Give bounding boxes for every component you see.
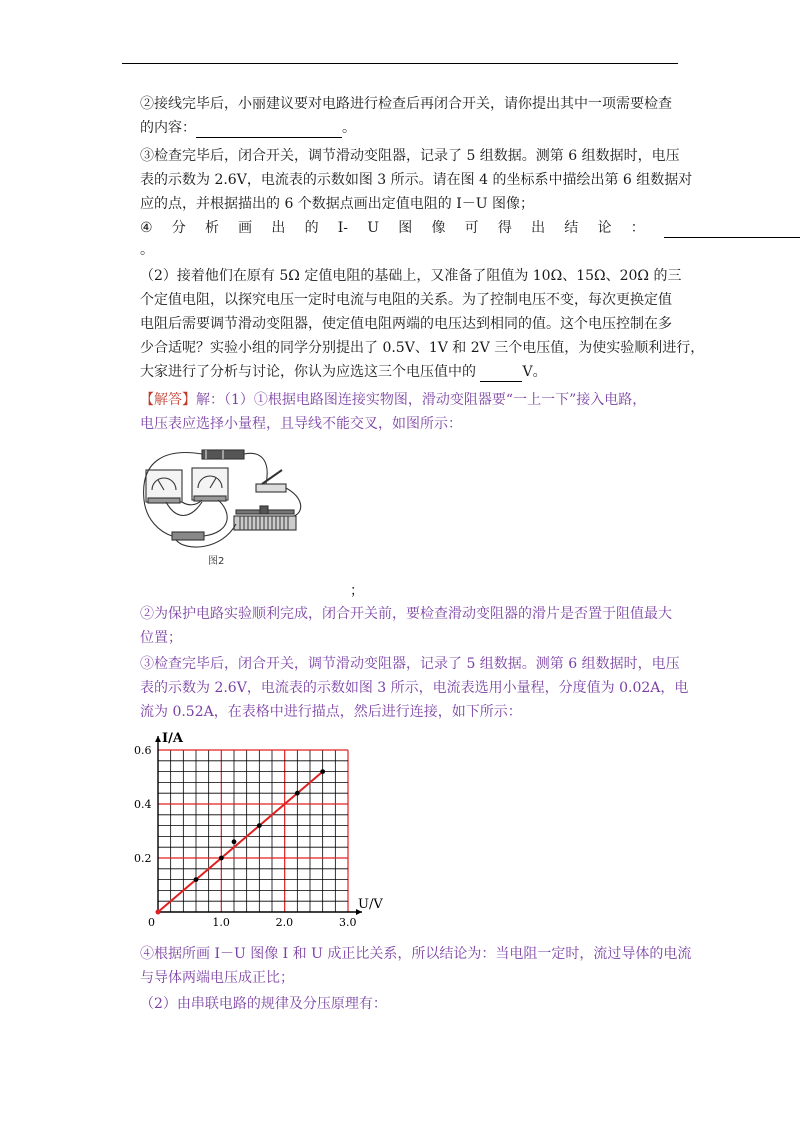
x-tick-label: 1.0 bbox=[212, 916, 230, 929]
q-sec2-line5-text: 大家进行了分析与讨论，你认为应选这三个电压值中的 bbox=[140, 364, 476, 380]
data-point bbox=[295, 791, 300, 796]
q-sec2-line4: 少合适呢？实验小组的同学分别提出了 0.5V、1V 和 2V 三个电压值，为使实验顺利进行， bbox=[140, 340, 705, 356]
answer-p2-line1: ②为保护电路实验顺利完成，闭合开关前，要检查滑动变阻器的滑片是否置于阻值最大 bbox=[140, 606, 672, 622]
q-part4-char: 出 bbox=[271, 220, 286, 236]
q-part4-char: ： bbox=[630, 220, 645, 236]
answer-line1 bbox=[140, 390, 646, 410]
q-sec2-line1: （2）接着他们在原有 5Ω 定值电阻的基础上，又准备了阻值为 10Ω、15Ω、20Ω 的三 bbox=[140, 268, 682, 284]
answer-p3-line3: 流为 0.52A，在表格中进行描点，然后进行连接，如下所示： bbox=[140, 704, 522, 720]
y-tick-label: 0.2 bbox=[134, 852, 152, 865]
q-sec2-line5 bbox=[140, 362, 547, 382]
q-part4-char: ④ bbox=[140, 220, 153, 236]
data-point bbox=[320, 769, 325, 774]
answer-p3-line1: ③检查完毕后，闭合开关，调节滑动变阻器，记录了 5 组数据。测第 6 组数据时，电压 bbox=[140, 656, 680, 672]
answer-p4-line2: 与导体两端电压成正比； bbox=[140, 970, 294, 986]
answer-tag: 【解答】 bbox=[140, 392, 196, 408]
q-part4-char: 析 bbox=[204, 220, 219, 236]
y-tick-label: 0.6 bbox=[134, 744, 152, 757]
data-point bbox=[219, 856, 224, 861]
q-part4-char: 可 bbox=[464, 220, 479, 236]
answer-line2: 电压表应选择小量程，且导线不能交叉，如图所示： bbox=[140, 416, 462, 432]
q-part2-line1: ②接线完毕后，小丽建议要对电路进行检查后再闭合开关，请你提出其中一项需要检查 bbox=[140, 96, 672, 112]
figure-2-label: 图2 bbox=[208, 556, 225, 567]
rheostat-icon bbox=[234, 516, 296, 530]
circuit-illustration bbox=[136, 440, 306, 570]
switch-icon bbox=[256, 484, 286, 492]
q-part2-end: 。 bbox=[342, 120, 356, 136]
q-part4-char: 图 bbox=[398, 220, 413, 236]
q-part2-line2 bbox=[140, 118, 356, 138]
data-point bbox=[232, 839, 237, 844]
q-part3-line1: ③检查完毕后，闭合开关，调节滑动变阻器，记录了 5 组数据。测第 6 组数据时，电压 bbox=[140, 148, 680, 164]
q-part3-line3: 应的点，并根据描出的 6 个数据点画出定值电阻的 I－U 图像； bbox=[140, 196, 535, 212]
q-part4-char: 的 bbox=[304, 220, 319, 236]
q-sec2-line5-unit: V。 bbox=[522, 364, 547, 380]
q-part4-end: 。 bbox=[140, 242, 154, 258]
q-part4-char: I- bbox=[337, 220, 349, 236]
answer-blank-voltage[interactable] bbox=[480, 365, 522, 382]
q-sec2-line2: 个定值电阻，以探究电压一定时电流与电阻的关系。为了控制电压不变，每次更换定值 bbox=[140, 292, 672, 308]
q-part4-char: 画 bbox=[238, 220, 253, 236]
answer-p2-line2: 位置； bbox=[140, 630, 182, 646]
q-part4-char: 得 bbox=[497, 220, 512, 236]
q-part4-char: U bbox=[367, 220, 380, 236]
answer-blank-conclusion[interactable] bbox=[664, 221, 800, 238]
q-part4-line bbox=[140, 218, 800, 238]
header-rule bbox=[122, 63, 678, 64]
ammeter-icon bbox=[146, 470, 182, 502]
q-part3-line2: 表的示数为 2.6V，电流表的示数如图 3 所示。请在图 4 的坐标系中描绘出第 6 组数据对 bbox=[140, 172, 693, 188]
data-point bbox=[257, 823, 262, 828]
iu-graph bbox=[130, 726, 383, 938]
q-sec2-line3: 电阻后需要调节滑动变阻器，使定值电阻两端的电压达到相同的值。这个电压控制在多 bbox=[140, 316, 672, 332]
q-part2-prefix: 的内容： bbox=[140, 120, 196, 136]
answer-p4-line1: ④根据所画 I－U 图像 I 和 U 成正比关系，所以结论为：当电阻一定时，流过导体的电流 bbox=[140, 946, 692, 962]
q-part4-char: 出 bbox=[531, 220, 546, 236]
answer-p5-line: （2）由串联电路的规律及分压原理有： bbox=[140, 996, 387, 1012]
resistor-icon bbox=[172, 532, 204, 540]
x-tick-label: 2.0 bbox=[275, 916, 294, 929]
answer-blank-check[interactable] bbox=[196, 121, 342, 138]
voltmeter-icon bbox=[192, 468, 228, 500]
answer-line1-text: 解：（1）①根据电路图连接实物图，滑动变阻器要“一上一下”接入电路， bbox=[196, 392, 647, 408]
origin-point bbox=[156, 910, 161, 915]
q-part4-char: 分 bbox=[171, 220, 186, 236]
answer-p3-line2: 表的示数为 2.6V，电流表的示数如图 3 所示，电流表选用小量程，分度值为 0.02A，电 bbox=[140, 680, 689, 696]
q-part4-char: 像 bbox=[431, 220, 446, 236]
x-tick-label: 3.0 bbox=[339, 916, 357, 929]
x-axis-label: U/V bbox=[358, 897, 383, 912]
y-axis-label: I/A bbox=[162, 731, 183, 746]
q-part4-char: 论 bbox=[597, 220, 612, 236]
semicolon-mark: ； bbox=[350, 583, 364, 599]
y-axis-arrow-icon bbox=[155, 736, 161, 742]
y-tick-label: 0.4 bbox=[134, 798, 152, 811]
origin-label: 0 bbox=[148, 916, 155, 929]
data-point bbox=[194, 877, 199, 882]
q-part4-char: 结 bbox=[564, 220, 579, 236]
